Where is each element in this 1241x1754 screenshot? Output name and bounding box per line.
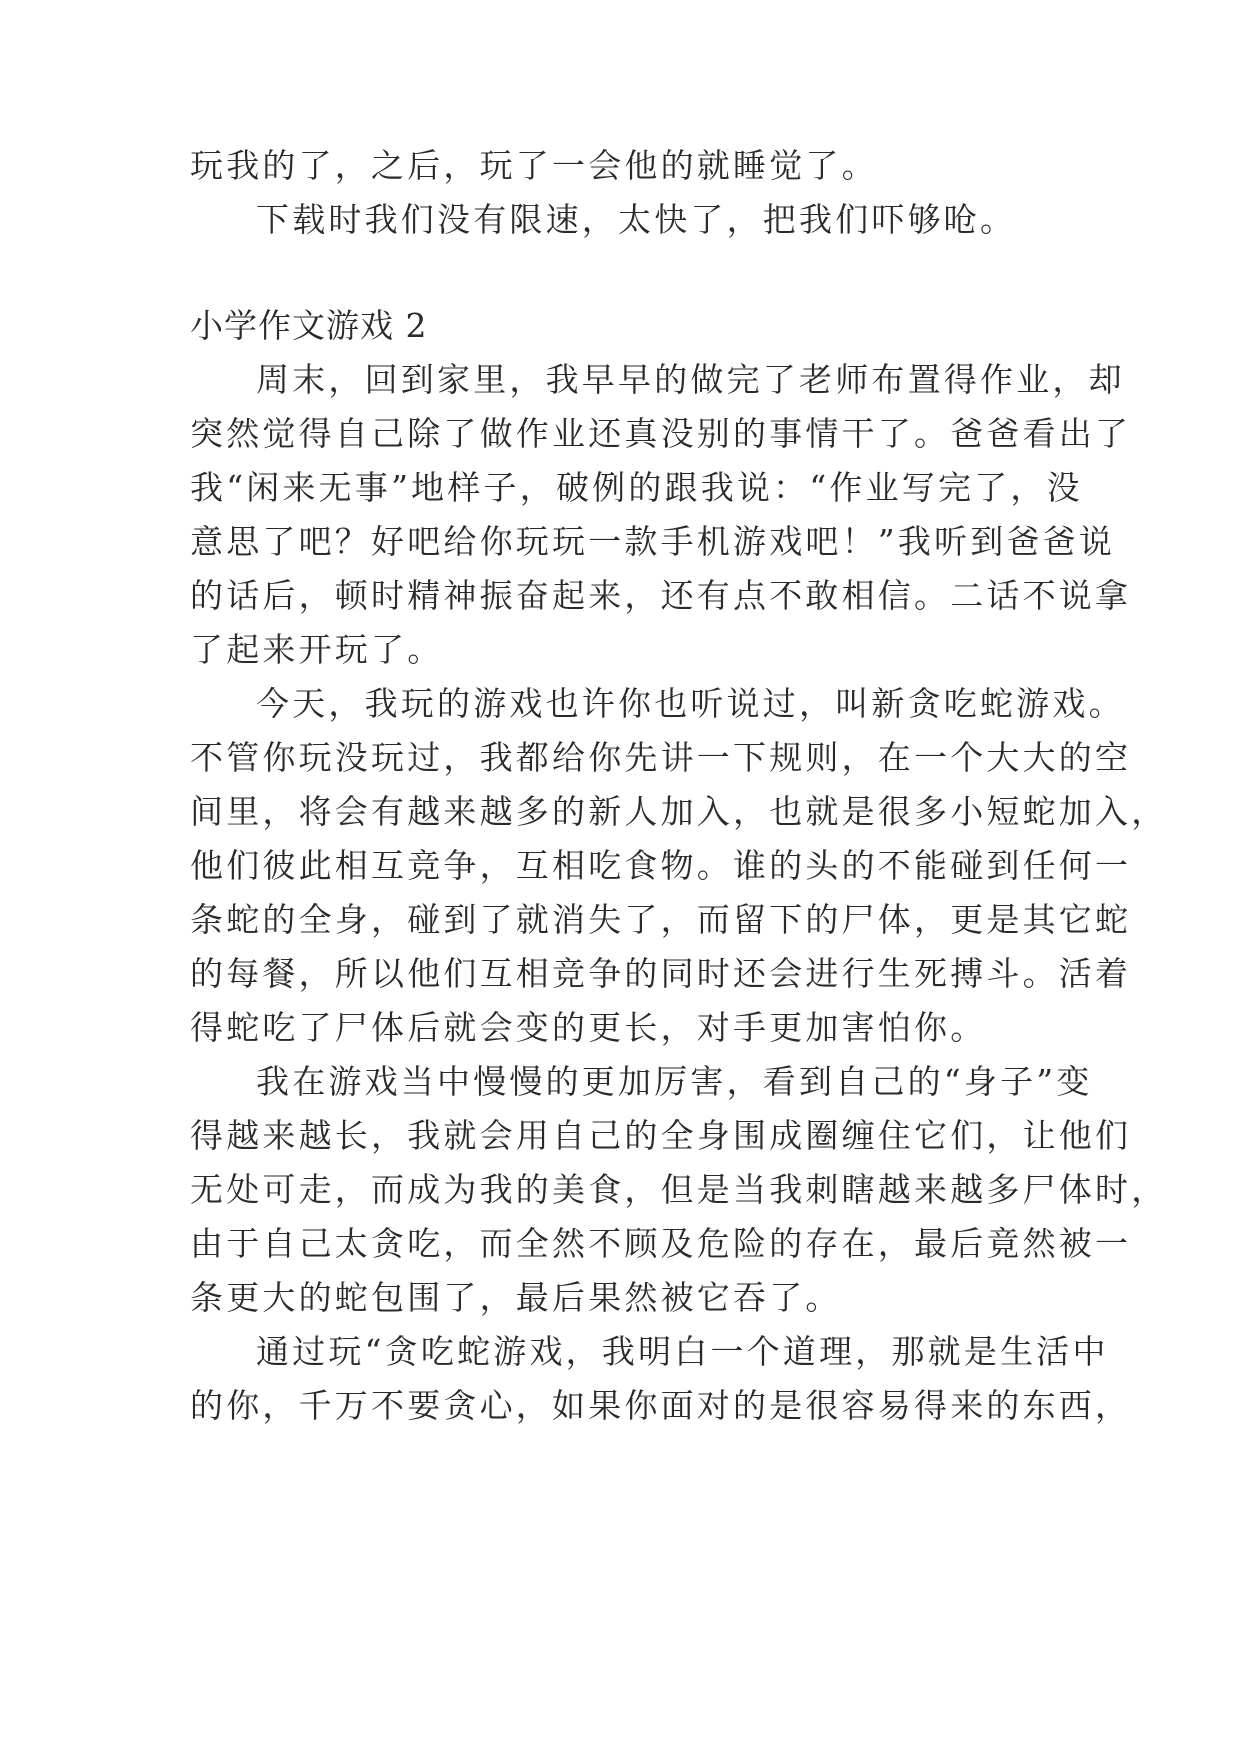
text-line: 他们彼此相互竞争，互相吃食物。谁的头的不能碰到任何一 xyxy=(190,846,1132,885)
text-line: 意思了吧？好吧给你玩玩一款手机游戏吧！”我听到爸爸说 xyxy=(190,522,1116,561)
text-line: 的话后，顿时精神振奋起来，还有点不敢相信。二话不说拿 xyxy=(190,576,1132,615)
text-line: 突然觉得自己除了做作业还真没别的事情干了。爸爸看出了 xyxy=(190,414,1132,453)
text-line: 得蛇吃了尸体后就会变的更长，对手更加害怕你。 xyxy=(190,1008,987,1047)
text-line: 周末，回到家里，我早早的做完了老师布置得作业，却 xyxy=(256,360,1125,399)
essay-title: 小学作文游戏 2 xyxy=(190,306,428,345)
text-line: 我“闲来无事”地样子，破例的跟我说：“作业写完了，没 xyxy=(190,468,1083,507)
text-line: 条更大的蛇包围了，最后果然被它吞了。 xyxy=(190,1278,842,1317)
text-line: 由于自己太贪吃，而全然不顾及危险的存在，最后竟然被一 xyxy=(190,1224,1132,1263)
text-line: 条蛇的全身，碰到了就消失了，而留下的尸体，更是其它蛇 xyxy=(190,900,1132,939)
text-line: 间里，将会有越来越多的新人加入，也就是很多小短蛇加入， xyxy=(190,792,1168,831)
text-line: 今天，我玩的游戏也许你也听说过，叫新贪吃蛇游戏。 xyxy=(256,684,1125,723)
text-line: 通过玩“贪吃蛇游戏，我明白一个道理，那就是生活中 xyxy=(256,1332,1109,1371)
text-line: 的你，千万不要贪心，如果你面对的是很容易得来的东西， xyxy=(190,1386,1132,1425)
text-line: 玩我的了，之后，玩了一会他的就睡觉了。 xyxy=(190,146,878,185)
text-line: 我在游戏当中慢慢的更加厉害，看到自己的“身子”变 xyxy=(256,1062,1093,1101)
text-line: 下载时我们没有限速，太快了，把我们吓够呛。 xyxy=(256,200,1017,239)
text-line: 无处可走，而成为我的美食，但是当我刺瞎越来越多尸体时， xyxy=(190,1170,1168,1209)
text-line: 得越来越长，我就会用自己的全身围成圈缠住它们，让他们 xyxy=(190,1116,1132,1155)
text-line: 不管你玩没玩过，我都给你先讲一下规则，在一个大大的空 xyxy=(190,738,1132,777)
text-line: 的每餐，所以他们互相竞争的同时还会进行生死搏斗。活着 xyxy=(190,954,1132,993)
text-line: 了起来开玩了。 xyxy=(190,630,444,669)
